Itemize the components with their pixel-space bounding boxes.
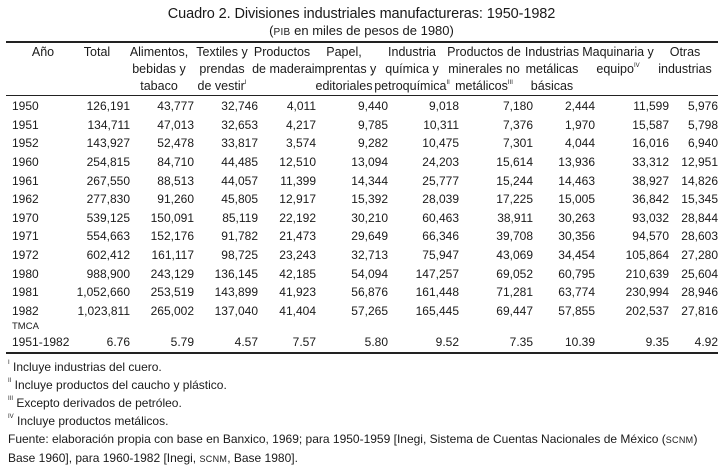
value-cell: 210,639 <box>625 266 669 281</box>
year-cell: 1971 <box>12 229 39 244</box>
column-header <box>124 44 194 95</box>
subtitle-open: ( <box>269 23 274 38</box>
subtitle-rest: en miles de pesos de 1980) <box>290 23 454 38</box>
value-cell: 25,777 <box>422 173 459 188</box>
value-cell: 41,923 <box>279 285 316 300</box>
footnote-marker: I <box>8 360 10 366</box>
value-cell: 9,785 <box>357 117 388 132</box>
value-cell: 39,708 <box>496 229 533 244</box>
value-cell: 91,260 <box>157 192 194 207</box>
header-rule <box>6 95 718 96</box>
value-cell: 554,663 <box>86 229 130 244</box>
value-cell: 24,203 <box>422 155 459 170</box>
value-cell: 202,537 <box>625 303 669 318</box>
footnote-marker: IV <box>633 63 640 69</box>
value-cell: 265,002 <box>150 303 194 318</box>
table-row <box>6 283 718 302</box>
value-cell: 161,117 <box>151 248 194 263</box>
value-cell: 126,191 <box>86 99 130 114</box>
value-cell: 243,129 <box>150 266 194 281</box>
value-cell: 69,052 <box>496 266 533 281</box>
value-cell: 30,210 <box>351 210 388 225</box>
value-cell: 54,094 <box>351 266 388 281</box>
year-cell: 1961 <box>12 173 39 188</box>
value-cell: 16,016 <box>632 136 669 151</box>
tmca-row <box>6 334 718 350</box>
value-cell: 136,145 <box>214 266 258 281</box>
value-cell: 539,125 <box>86 210 130 225</box>
value-cell: 277,830 <box>86 192 130 207</box>
year-cell: 1950 <box>12 99 39 114</box>
rate-cell: 4.92 <box>694 335 718 349</box>
value-cell: 254,815 <box>86 155 130 170</box>
value-cell: 28,946 <box>681 285 718 300</box>
column-header-line: industrias <box>658 62 712 76</box>
year-cell: 1982 <box>12 303 39 318</box>
value-cell: 42,185 <box>279 266 316 281</box>
value-cell: 34,454 <box>558 248 595 263</box>
value-cell: 137,040 <box>214 303 258 318</box>
value-cell: 38,911 <box>497 210 533 225</box>
value-cell: 7,301 <box>502 136 533 151</box>
value-cell: 12,951 <box>681 155 718 170</box>
column-header-line: bebidas y <box>132 62 186 76</box>
value-cell: 30,356 <box>558 229 595 244</box>
column-header-line: Alimentos, <box>129 45 189 59</box>
column-header <box>439 44 529 95</box>
table-subtitle <box>0 23 723 38</box>
value-cell: 88,513 <box>157 173 194 188</box>
value-cell: 12,917 <box>279 192 316 207</box>
column-header-line: Papel, <box>326 45 362 59</box>
value-cell: 3,574 <box>285 136 316 151</box>
value-cell: 134,711 <box>87 117 130 132</box>
value-cell: 27,816 <box>681 303 718 318</box>
column-header-line: editoriales <box>315 79 373 93</box>
value-cell: 15,614 <box>496 155 533 170</box>
footnote-marker: III <box>8 396 14 402</box>
top-rule <box>6 41 718 43</box>
column-header-line: química y <box>385 62 439 76</box>
table-row <box>6 227 718 246</box>
footnote-marker: III <box>507 80 513 86</box>
rate-cell: 10.39 <box>564 335 595 349</box>
value-cell: 9,018 <box>428 99 459 114</box>
value-cell: 10,475 <box>422 136 459 151</box>
value-cell: 15,244 <box>496 173 533 188</box>
value-cell: 27,280 <box>681 248 718 263</box>
value-cell: 147,257 <box>415 266 459 281</box>
column-header-line: Industria <box>388 45 436 59</box>
rate-cell: 5.80 <box>364 335 388 349</box>
value-cell: 91,782 <box>221 229 258 244</box>
column-header-line: metálicos <box>455 79 508 93</box>
value-cell: 15,345 <box>681 192 718 207</box>
value-cell: 32,653 <box>221 117 258 132</box>
rate-cell: 7.57 <box>292 335 316 349</box>
value-cell: 1,023,811 <box>77 303 130 318</box>
value-cell: 253,519 <box>150 285 194 300</box>
value-cell: 28,844 <box>681 210 718 225</box>
value-cell: 4,217 <box>285 117 316 132</box>
value-cell: 143,899 <box>214 285 258 300</box>
footnote-text: Excepto derivados de petróleo. <box>13 396 182 410</box>
footnote-text: Incluye productos del caucho y plástico. <box>11 378 227 392</box>
value-cell: 75,947 <box>422 248 459 263</box>
footnote-text: Incluye productos metálicos. <box>13 414 169 428</box>
column-header-line: de vestir <box>197 79 245 93</box>
year-cell: 1962 <box>12 192 39 207</box>
year-cell: 1972 <box>12 248 39 263</box>
value-cell: 29,649 <box>351 229 388 244</box>
value-cell: 94,570 <box>632 229 669 244</box>
value-cell: 5,798 <box>687 117 718 132</box>
value-cell: 22,192 <box>279 210 316 225</box>
value-cell: 7,376 <box>502 117 533 132</box>
value-cell: 4,011 <box>286 99 316 114</box>
value-cell: 267,550 <box>86 173 130 188</box>
column-header <box>67 44 127 61</box>
value-cell: 15,392 <box>351 192 388 207</box>
value-cell: 15,005 <box>558 192 595 207</box>
value-cell: 14,826 <box>681 173 718 188</box>
column-header-line: Productos de <box>447 45 521 59</box>
subtitle-abbr: PIB <box>273 27 291 38</box>
table-row <box>6 190 718 209</box>
value-cell: 11,599 <box>633 99 669 114</box>
year-cell: 1952 <box>12 136 39 151</box>
value-cell: 30,263 <box>558 210 595 225</box>
column-header-line: Maquinaria y <box>582 45 654 59</box>
value-cell: 13,936 <box>558 155 595 170</box>
tmca-table <box>6 334 718 350</box>
value-cell: 57,265 <box>351 303 388 318</box>
table-row <box>6 134 718 153</box>
table-row <box>6 97 718 116</box>
value-cell: 14,463 <box>558 173 595 188</box>
value-cell: 21,473 <box>279 229 316 244</box>
value-cell: 15,587 <box>632 117 669 132</box>
year-cell: 1951 <box>12 117 39 132</box>
rate-cell: 7.35 <box>509 335 533 349</box>
value-cell: 57,855 <box>558 303 595 318</box>
value-cell: 44,057 <box>221 173 258 188</box>
footnote <box>8 394 716 412</box>
value-cell: 7,180 <box>502 99 533 114</box>
value-cell: 60,795 <box>558 266 595 281</box>
value-cell: 1,052,660 <box>76 285 130 300</box>
value-cell: 6,940 <box>687 136 718 151</box>
value-cell: 85,119 <box>222 210 258 225</box>
column-header-line: minerales no <box>448 62 520 76</box>
table-row <box>6 171 718 190</box>
footnote-marker: IV <box>8 414 14 420</box>
bottom-rule <box>6 352 718 354</box>
value-cell: 63,774 <box>558 285 595 300</box>
column-header <box>18 44 68 61</box>
value-cell: 602,412 <box>86 248 130 263</box>
column-header-line: imprentas y <box>311 62 377 76</box>
value-cell: 71,281 <box>496 285 533 300</box>
value-cell: 5,976 <box>687 99 718 114</box>
value-cell: 43,777 <box>157 99 194 114</box>
value-cell: 33,817 <box>221 136 258 151</box>
table-row <box>6 302 718 321</box>
value-cell: 14,344 <box>351 173 388 188</box>
footnote-marker: II <box>8 378 12 384</box>
year-cell: 1980 <box>12 266 39 281</box>
value-cell: 165,445 <box>415 303 459 318</box>
column-header-line: de madera <box>252 62 312 76</box>
value-cell: 28,603 <box>681 229 718 244</box>
column-header <box>575 44 661 78</box>
value-cell: 152,176 <box>150 229 194 244</box>
period-cell: 1951-1982 <box>12 335 70 349</box>
value-cell: 38,927 <box>632 173 669 188</box>
value-cell: 23,243 <box>279 248 316 263</box>
value-cell: 143,927 <box>86 136 130 151</box>
year-cell: 1981 <box>12 285 39 300</box>
column-header-line: básicas <box>530 79 574 93</box>
column-header-line: equipo <box>596 62 634 76</box>
column-header-line: Textiles y <box>196 45 248 59</box>
source-note: Fuente: elaboración propia con base en Banxico, 1969; para 1950-1959 [Inegi, Sistema de Cuentas Nacionales de México (SCNM) Base 1960], para 1960-1982 [Inegi, SCNM, Base 1980]. <box>8 432 698 465</box>
value-cell: 9,282 <box>357 136 388 151</box>
tmca-label: TMCA <box>12 321 39 332</box>
column-header-line: petroquímica <box>374 79 447 93</box>
value-cell: 43,069 <box>496 248 533 263</box>
value-cell: 32,746 <box>221 99 258 114</box>
rate-cell: 5.79 <box>170 335 194 349</box>
column-header-line: Industrias <box>524 45 580 59</box>
table-row <box>6 209 718 228</box>
value-cell: 60,463 <box>422 210 459 225</box>
footnotes <box>8 358 716 468</box>
value-cell: 84,710 <box>157 155 194 170</box>
value-cell: 25,604 <box>681 266 718 281</box>
value-cell: 9,440 <box>357 99 388 114</box>
data-table <box>6 97 718 320</box>
year-cell: 1960 <box>12 155 39 170</box>
value-cell: 56,876 <box>351 285 388 300</box>
value-cell: 17,225 <box>496 192 533 207</box>
table-title: Cuadro 2. Divisiones industriales manufactureras: 1950-1982 <box>167 6 556 22</box>
column-header-line: Total <box>83 45 111 59</box>
value-cell: 32,713 <box>351 248 388 263</box>
value-cell: 66,346 <box>422 229 459 244</box>
value-cell: 988,900 <box>86 266 130 281</box>
value-cell: 13,094 <box>351 155 388 170</box>
value-cell: 52,478 <box>157 136 194 151</box>
value-cell: 150,091 <box>150 210 194 225</box>
value-cell: 11,399 <box>280 173 316 188</box>
value-cell: 105,864 <box>625 248 669 263</box>
value-cell: 41,404 <box>279 303 316 318</box>
year-cell: 1970 <box>12 210 39 225</box>
footnote-marker: II <box>446 80 450 86</box>
table-row <box>6 264 718 283</box>
column-header-line: Productos <box>253 45 311 59</box>
value-cell: 45,805 <box>221 192 258 207</box>
rate-cell: 6.76 <box>106 335 130 349</box>
value-cell: 4,044 <box>564 136 595 151</box>
table-row <box>6 153 718 172</box>
table-row <box>6 116 718 135</box>
value-cell: 47,013 <box>157 117 194 132</box>
column-header-line: Otras <box>669 45 701 59</box>
value-cell: 10,311 <box>423 117 459 132</box>
value-cell: 36,842 <box>632 192 669 207</box>
value-cell: 69,447 <box>496 303 533 318</box>
column-header-line: tabaco <box>140 79 178 93</box>
column-header-line: prendas <box>199 62 245 76</box>
footnote-text: Incluye industrias del cuero. <box>9 360 162 374</box>
column-header-line: Año <box>31 45 55 59</box>
footnote <box>8 376 716 394</box>
table-row <box>6 246 718 265</box>
footnote-marker: I <box>244 80 247 86</box>
value-cell: 44,485 <box>221 155 258 170</box>
value-cell: 161,448 <box>415 285 459 300</box>
rate-cell: 4.57 <box>234 335 258 349</box>
value-cell: 28,039 <box>422 192 459 207</box>
column-header <box>189 44 255 95</box>
value-cell: 98,725 <box>221 248 258 263</box>
value-cell: 2,444 <box>564 99 595 114</box>
footnote-list <box>8 358 716 430</box>
rate-cell: 9.35 <box>645 335 669 349</box>
value-cell: 1,970 <box>564 117 595 132</box>
rate-cell: 9.52 <box>435 335 459 349</box>
value-cell: 33,312 <box>632 155 669 170</box>
column-header <box>653 44 717 78</box>
value-cell: 230,994 <box>625 285 669 300</box>
value-cell: 93,032 <box>632 210 669 225</box>
footnote <box>8 412 716 430</box>
footnote <box>8 358 716 376</box>
value-cell: 12,510 <box>279 155 316 170</box>
column-header-line: metálicas <box>525 62 579 76</box>
